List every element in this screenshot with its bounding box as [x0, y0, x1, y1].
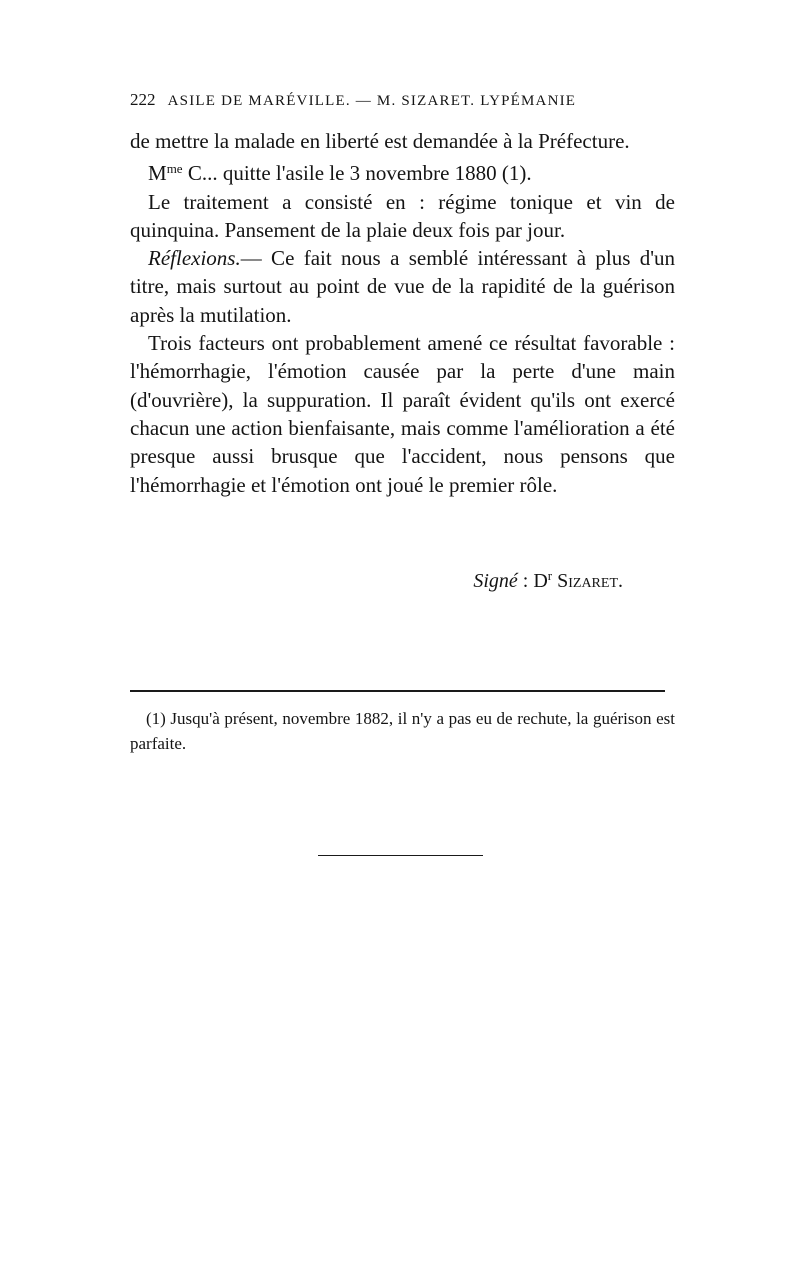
footnote-divider [130, 690, 665, 692]
signature-label: Signé [473, 570, 518, 592]
running-title: ASILE DE MARÉVILLE. — M. SIZARET. LYPÉMANIE [167, 93, 577, 109]
page-number: 222 [130, 90, 156, 109]
paragraph-reflections [130, 244, 675, 329]
signature-name: Sizaret. [552, 570, 623, 592]
running-header [130, 90, 670, 110]
body-text [130, 127, 675, 499]
signature-colon: : [517, 570, 534, 592]
paragraph-factors: Trois facteurs ont probablement amené ce résultat favorable : l'hémorrhagie, l'émotion causée par la perte d'une main (d'ouvrière), la suppuration. Il paraît évident qu'ils ont exercé chacun une action bienfaisante, mais comme l'amélioration a été presque aussi brusque que l'accident, nous pensons que l'hémorrhagie et l'émotion ont joué le premier rôle. [130, 331, 675, 497]
discharge-text: C... quitte l'asile le 3 novembre 1880 (1). [182, 161, 532, 186]
discharge-abbrev-sup: me [166, 161, 183, 177]
end-rule [318, 855, 483, 856]
signature-title-sup: r [547, 568, 553, 583]
paragraph-discharge [130, 155, 675, 187]
signature [130, 568, 623, 593]
paragraph-release: de mettre la malade en liberté est demandée à la Préfecture. [130, 129, 630, 153]
paragraph-treatment: Le traitement a consisté en : régime tonique et vin de quinquina. Pansement de la plaie deux fois par jour. [130, 189, 675, 242]
discharge-abbrev: M [148, 161, 167, 186]
footnote: (1) Jusqu'à présent, novembre 1882, il n'y a pas eu de rechute, la guérison est parfaite. [130, 709, 675, 753]
signature-title: D [533, 570, 548, 592]
reflections-heading: Réflexions. [148, 246, 241, 271]
reflections-text: — Ce fait nous a semblé intéressant à plus d'un titre, mais surtout au point de vue de la rapidité de la guérison après la mutilation. [130, 246, 675, 327]
